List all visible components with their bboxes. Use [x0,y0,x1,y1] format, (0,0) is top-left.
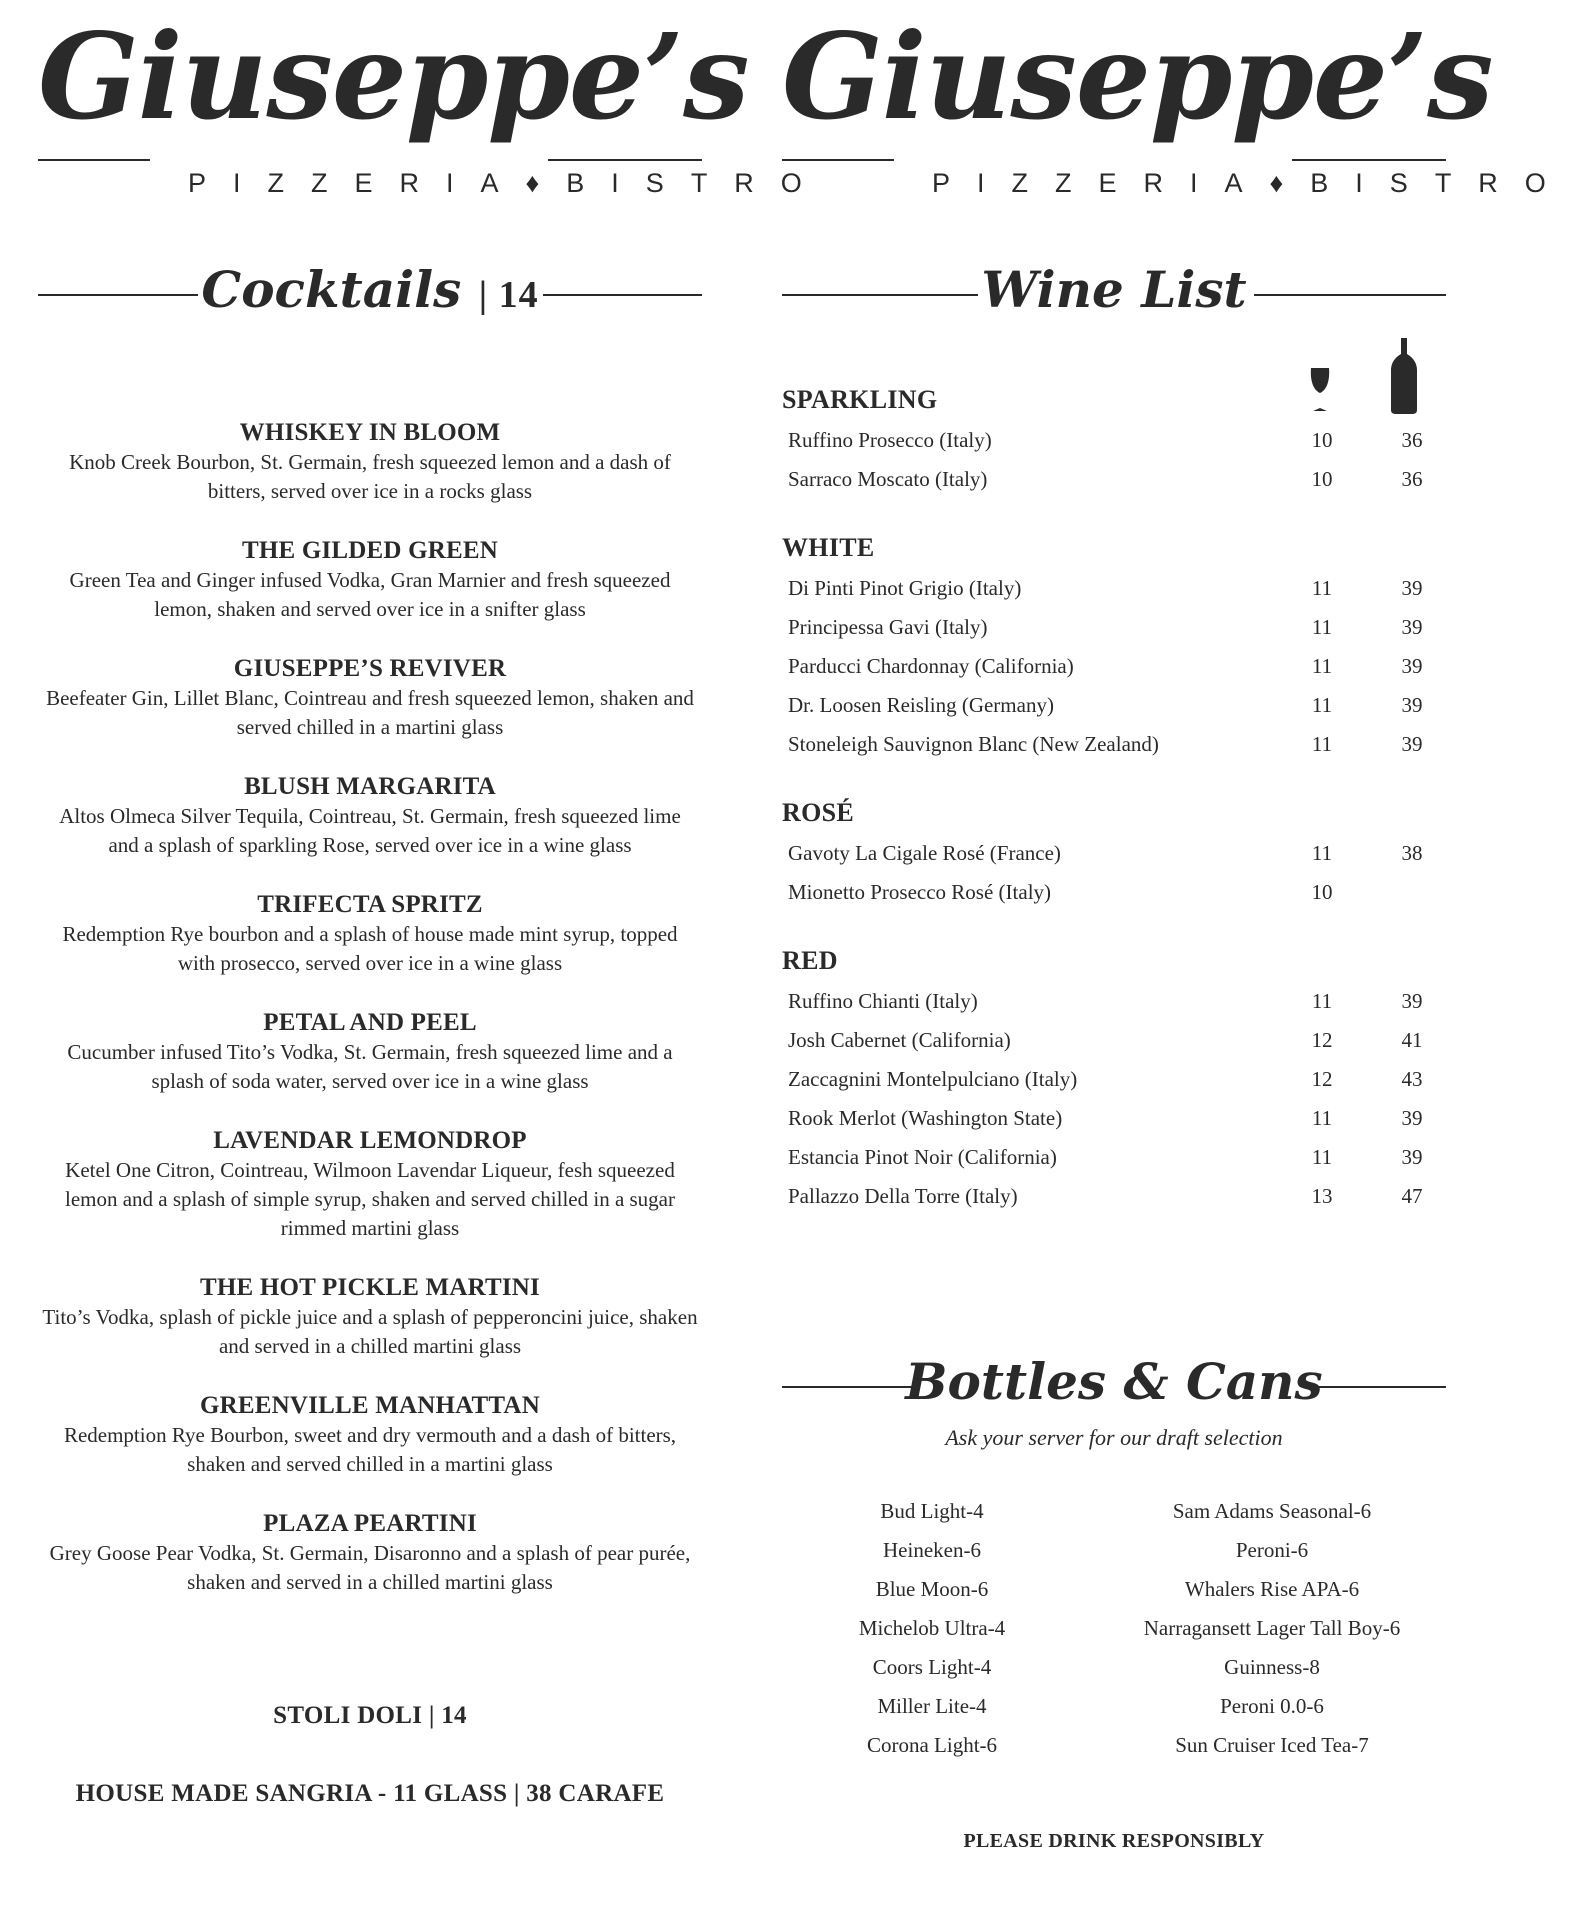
cocktail-description: Redemption Rye Bourbon, sweet and dry vermouth and a dash of bitters, shaken and served chilled in a martini glass [63,1423,677,1476]
wine-heading [782,260,1446,330]
wine-name: Pallazzo Della Torre (Italy) [788,1184,1018,1208]
glass-price: 10 [1311,428,1333,452]
cocktail-description: Ketel One Citron, Cointreau, Wilmoon Lavendar Liqueur, fesh squeezed lemon and a splash of simple syrup, shaken and served chilled in a sugar rimmed martini glass [64,1158,675,1240]
bottle-price: 39 [1401,1145,1423,1169]
cocktail-item [38,1008,702,1096]
beer-item: Michelob Ultra-4 [858,1616,1006,1640]
logo-rule-left [38,159,150,161]
beer-item: Narragansett Lager Tall Boy-6 [1143,1616,1401,1640]
wine-category-title: SPARKLING [782,385,938,414]
house-sangria: HOUSE MADE SANGRIA - 11 GLASS | 38 CARAFE [75,1780,665,1807]
logo-subtitle [932,168,1573,198]
cocktail-description: Altos Olmeca Silver Tequila, Cointreau, St. Germain, fresh squeezed lime and a splash of sparkling Rose, served over ice in a wine glass [59,804,681,857]
cocktail-description: Green Tea and Ginger infused Vodka, Gran Marnier and fresh squeezed lemon, shaken and served over ice in a snifter glass [69,568,671,621]
wine-row [782,725,1446,764]
cocktail-name: WHISKEY IN BLOOM [239,419,501,446]
cocktail-item [38,1509,702,1597]
glass-price: 11 [1311,989,1333,1013]
cocktail-name: THE GILDED GREEN [241,537,499,564]
cocktail-description: Beefeater Gin, Lillet Blanc, Cointreau and fresh squeezed lemon, shaken and served chilled in a martini glass [46,686,694,739]
diamond-icon: ♦ [1269,168,1311,198]
cocktail-name: GIUSEPPE’S REVIVER [233,655,507,682]
bottle-price: 39 [1401,615,1423,639]
logo-rule-right [1292,159,1446,161]
logo-subtitle-left: PIZZERIA [932,168,1270,198]
wine-name: Josh Cabernet (California) [788,1028,1011,1052]
glass-price: 10 [1311,880,1333,904]
beers-heading [782,1352,1446,1422]
beer-item: Corona Light-6 [866,1733,998,1757]
cocktail-name: GREENVILLE MANHATTAN [200,1392,540,1419]
wine-row [782,569,1446,608]
beer-item: Whalers Rise APA-6 [1184,1577,1360,1601]
wine-category-title: RED [782,946,838,975]
beer-item: Sun Cruiser Iced Tea-7 [1175,1733,1369,1757]
cocktail-name: PLAZA PEARTINI [263,1510,477,1537]
cocktails-title: Cocktails [201,260,462,319]
wine-category [782,385,1446,499]
glass-price: 11 [1311,841,1333,865]
glass-price: 11 [1311,693,1333,717]
beer-item: Coors Light-4 [872,1655,992,1679]
cocktail-name: LAVENDAR LEMONDROP [213,1127,527,1154]
cocktail-item [38,772,702,860]
beer-item: Heineken-6 [883,1538,981,1562]
cocktails-heading [38,260,702,330]
beers-title: Bottles & Cans [905,1352,1323,1411]
cocktail-item [38,654,702,742]
cocktail-name: TRIFECTA SPRITZ [257,891,483,918]
wine-name: Zaccagnini Montelpulciano (Italy) [788,1067,1078,1091]
cocktail-item [38,1126,702,1243]
wine-name: Sarraco Moscato (Italy) [788,467,988,491]
wine-list [782,385,1446,1250]
beer-item: Peroni-6 [1235,1538,1309,1562]
logo-subtitle-right: BISTRO [566,168,829,198]
glass-price: 11 [1311,732,1333,756]
logo-rule-right [548,159,702,161]
cocktail-name: BLUSH MARGARITA [244,773,496,800]
beer-list-right [1122,1492,1422,1765]
wine-row [782,873,1446,912]
wine-row [782,608,1446,647]
cocktail-item [38,536,702,624]
wine-row [782,1060,1446,1099]
wine-row [782,1138,1446,1177]
wine-name: Ruffino Chianti (Italy) [788,989,978,1013]
wine-name: Principessa Gavi (Italy) [788,615,988,639]
cocktail-description: Redemption Rye bourbon and a splash of house made mint syrup, topped with prosecco, served over ice in a wine glass [62,922,678,975]
cocktail-item [38,418,702,506]
glass-price: 11 [1311,615,1333,639]
glass-price: 12 [1311,1028,1333,1052]
stoli-doli: STOLI DOLI | 14 [273,1702,467,1729]
wine-row [782,1177,1446,1216]
wine-category [782,533,1446,764]
wine-row [782,686,1446,725]
wine-row [782,647,1446,686]
bottle-price: 36 [1401,467,1423,491]
draft-note: Ask your server for our draft selection [945,1425,1283,1450]
wine-row [782,460,1446,499]
wine-category-title: ROSÉ [782,798,855,827]
beer-item: Peroni 0.0-6 [1220,1694,1324,1718]
logo-rule-left [782,159,894,161]
bottle-price: 38 [1401,841,1423,865]
bottle-price: 41 [1401,1028,1423,1052]
cocktail-description: Grey Goose Pear Vodka, St. Germain, Disaronno and a splash of pear purée, shaken and served in a chilled martini glass [49,1541,691,1594]
cocktail-description: Cucumber infused Tito’s Vodka, St. Germain, fresh squeezed lime and a splash of soda water, served over ice in a wine glass [67,1040,673,1093]
beer-item: Blue Moon-6 [875,1577,989,1601]
cocktail-description: Knob Creek Bourbon, St. Germain, fresh squeezed lemon and a dash of bitters, served over ice in a rocks glass [69,450,671,503]
cocktail-name: THE HOT PICKLE MARTINI [200,1274,540,1301]
wine-category [782,798,1446,912]
wine-name: Mionetto Prosecco Rosé (Italy) [788,880,1052,904]
wine-category-title: WHITE [782,533,875,562]
glass-price: 11 [1311,576,1333,600]
cocktail-item [38,1273,702,1361]
cocktail-item [38,890,702,978]
wine-row [782,982,1446,1021]
wine-title: Wine List [981,260,1247,319]
wine-name: Estancia Pinot Noir (California) [788,1145,1057,1169]
wine-name: Rook Merlot (Washington State) [788,1106,1063,1130]
wine-row [782,1099,1446,1138]
bottle-price: 39 [1401,989,1423,1013]
wine-name: Di Pinti Pinot Grigio (Italy) [788,576,1022,600]
logo [38,0,829,215]
bottle-price: 39 [1401,654,1423,678]
logo-subtitle-right: BISTRO [1310,168,1573,198]
glass-price: 13 [1311,1184,1333,1208]
bottle-price: 43 [1401,1067,1423,1091]
bottle-price: 39 [1401,576,1423,600]
glass-price: 12 [1311,1067,1333,1091]
wine-name: Parducci Chardonnay (California) [788,654,1074,678]
wine-name: Dr. Loosen Reisling (Germany) [788,693,1054,717]
beer-item: Miller Lite-4 [877,1694,987,1718]
wine-name: Ruffino Prosecco (Italy) [788,428,992,452]
drink-responsibly: PLEASE DRINK RESPONSIBLY [963,1830,1265,1852]
cocktail-name: PETAL AND PEEL [263,1009,477,1036]
wine-row [782,834,1446,873]
bottle-price: 36 [1401,428,1423,452]
logo-subtitle-left: PIZZERIA [188,168,526,198]
logo-name: Giuseppe’s [782,7,1493,146]
wine-name: Stoneleigh Sauvignon Blanc (New Zealand) [788,732,1159,756]
diamond-icon: ♦ [525,168,567,198]
bottle-price: 39 [1401,693,1423,717]
glass-price: 11 [1311,654,1333,678]
bottle-price: 47 [1401,1184,1423,1208]
wine-name: Gavoty La Cigale Rosé (France) [788,841,1061,865]
logo-subtitle [188,168,829,198]
bottle-price: 39 [1401,1106,1423,1130]
glass-price: 11 [1311,1106,1333,1130]
glass-price: 10 [1311,467,1333,491]
wine-row [782,421,1446,460]
beer-item: Guinness-8 [1224,1655,1320,1679]
drinks-column [782,0,1573,1920]
logo [782,0,1573,215]
wine-category [782,946,1446,1216]
beer-list-left [782,1492,1082,1765]
cocktails-price: | 14 [478,274,539,316]
beer-item: Sam Adams Seasonal-6 [1172,1499,1372,1523]
cocktail-description: Tito’s Vodka, splash of pickle juice and a splash of pepperoncini juice, shaken and served in a chilled martini glass [42,1305,698,1358]
wine-row [782,1021,1446,1060]
glass-price: 11 [1311,1145,1333,1169]
cocktail-item [38,1391,702,1479]
beer-item: Bud Light-4 [880,1499,984,1523]
bottle-price: 39 [1401,732,1423,756]
cocktail-list [38,418,702,1597]
logo-name: Giuseppe’s [38,7,749,146]
